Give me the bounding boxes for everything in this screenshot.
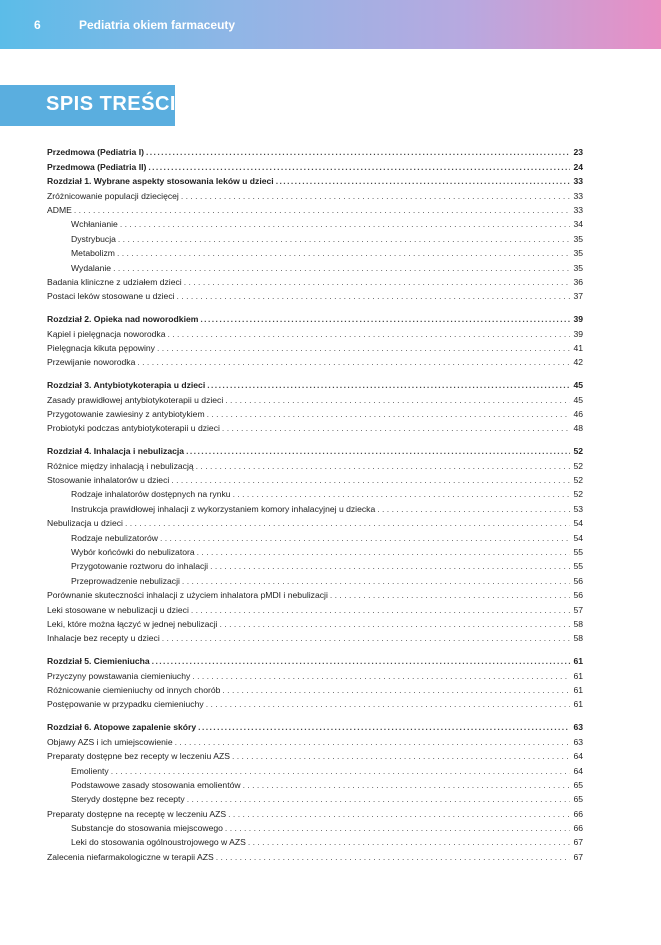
- toc-entry-label: Przedmowa (Pediatria II): [47, 161, 147, 172]
- toc-entry-page: 45: [573, 380, 583, 391]
- toc-subsection-entry[interactable]: [47, 544, 583, 558]
- section-gap: [47, 302, 583, 311]
- toc-entry-page: 67: [573, 837, 583, 848]
- toc-dot-leader: [228, 809, 570, 820]
- toc-section-entry[interactable]: [47, 391, 583, 405]
- toc-dot-leader: [233, 489, 571, 500]
- toc-entry-label: Metabolizm: [71, 248, 115, 259]
- toc-entry-page: 64: [573, 765, 583, 776]
- toc-section-entry[interactable]: [47, 696, 583, 710]
- toc-section-entry[interactable]: [47, 805, 583, 819]
- toc-subsection-entry[interactable]: [47, 500, 583, 514]
- toc-dot-leader: [248, 837, 571, 848]
- toc-entry-label: Preparaty dostępne bez recepty w leczeniu AZS: [47, 751, 230, 762]
- toc-section-entry[interactable]: [47, 288, 583, 302]
- toc-subsection-entry[interactable]: [47, 572, 583, 586]
- toc-section-entry[interactable]: [47, 682, 583, 696]
- toc-entry-label: Zróżnicowanie populacji dziecięcej: [47, 190, 179, 201]
- toc-heading: SPIS TREŚCI: [46, 93, 176, 115]
- toc-entry-label: Preparaty dostępne na receptę w leczeniu AZS: [47, 808, 227, 819]
- toc-section-entry[interactable]: [47, 187, 583, 201]
- toc-entry-label: Różnice między inhalacją i nebulizacją: [47, 460, 194, 471]
- toc-dot-leader: [330, 590, 571, 601]
- toc-entry-label: Rozdział 6. Atopowe zapalenie skóry: [47, 722, 197, 733]
- toc-chapter-entry[interactable]: [47, 158, 583, 172]
- toc-entry-page: 63: [573, 736, 583, 747]
- toc-entry-page: 55: [573, 547, 583, 558]
- toc-dot-leader: [184, 277, 571, 288]
- toc-dot-leader: [192, 671, 570, 682]
- toc-entry-page: 35: [573, 233, 583, 244]
- toc-entry-label: Przewijanie noworodka: [47, 357, 136, 368]
- toc-entry-label: Pielęgnacja kikuta pępowiny: [47, 342, 155, 353]
- table-of-contents: [47, 144, 583, 863]
- toc-chapter-entry[interactable]: [47, 377, 583, 391]
- toc-entry-page: 66: [573, 808, 583, 819]
- section-gap: [47, 368, 583, 377]
- toc-entry-label: Rozdział 2. Opieka nad noworodkiem: [47, 314, 199, 325]
- toc-entry-page: 33: [573, 204, 583, 215]
- toc-dot-leader: [152, 656, 571, 667]
- toc-subsection-entry[interactable]: [47, 486, 583, 500]
- toc-dot-leader: [222, 423, 571, 434]
- toc-subsection-entry[interactable]: [47, 245, 583, 259]
- toc-entry-label: Rodzaje nebulizatorów: [71, 532, 158, 543]
- toc-chapter-entry[interactable]: [47, 443, 583, 457]
- toc-dot-leader: [74, 205, 571, 216]
- toc-dot-leader: [148, 162, 570, 173]
- toc-entry-page: 65: [573, 794, 583, 805]
- toc-entry-label: Postępowanie w przypadku ciemieniuchy: [47, 699, 204, 710]
- toc-dot-leader: [216, 852, 571, 863]
- toc-dot-leader: [210, 561, 570, 572]
- toc-entry-label: Leki stosowane w nebulizacji u dzieci: [47, 604, 189, 615]
- toc-dot-leader: [146, 147, 570, 158]
- toc-entry-label: Rozdział 4. Inhalacja i nebulizacja: [47, 446, 185, 457]
- toc-dot-leader: [276, 176, 571, 187]
- toc-entry-page: 55: [573, 561, 583, 572]
- toc-chapter-entry[interactable]: [47, 719, 583, 733]
- toc-entry-label: Wchłanianie: [71, 219, 118, 230]
- toc-entry-page: 58: [573, 633, 583, 644]
- toc-chapter-entry[interactable]: [47, 173, 583, 187]
- toc-section-entry[interactable]: [47, 848, 583, 862]
- toc-entry-label: Wybór końcówki do nebulizatora: [71, 547, 195, 558]
- toc-dot-leader: [186, 446, 570, 457]
- toc-dot-leader: [197, 547, 571, 558]
- toc-entry-page: 65: [573, 779, 583, 790]
- toc-entry-label: Leki do stosowania ogólnoustrojowego w AZS: [71, 837, 246, 848]
- toc-entry-page: 61: [573, 699, 583, 710]
- toc-entry-label: Kąpiel i pielęgnacja noworodka: [47, 328, 166, 339]
- toc-section-entry[interactable]: [47, 601, 583, 615]
- toc-entry-label: Objawy AZS i ich umiejscowienie: [47, 736, 173, 747]
- toc-section-entry[interactable]: [47, 274, 583, 288]
- toc-section-entry[interactable]: [47, 420, 583, 434]
- toc-entry-page: 45: [573, 394, 583, 405]
- toc-entry-label: Podstawowe zasady stosowania emolientów: [71, 779, 241, 790]
- toc-section-entry[interactable]: [47, 587, 583, 601]
- toc-entry-page: 58: [573, 619, 583, 629]
- toc-entry-label: Instrukcja prawidłowej inhalacji z wykorzystaniem komory inhalacyjnej u dziecka: [71, 503, 376, 514]
- toc-dot-leader: [125, 518, 570, 529]
- toc-chapter-entry[interactable]: [47, 653, 583, 667]
- toc-dot-leader: [207, 380, 570, 391]
- toc-entry-page: 35: [573, 262, 583, 273]
- toc-entry-page: 61: [573, 685, 583, 696]
- toc-section-entry[interactable]: [47, 325, 583, 339]
- toc-entry-label: Rozdział 1. Wybrane aspekty stosowania leków u dzieci: [47, 176, 274, 187]
- toc-entry-page: 61: [573, 656, 583, 667]
- toc-entry-label: Rozdział 5. Ciemieniucha: [47, 656, 150, 667]
- toc-entry-page: 34: [573, 219, 583, 230]
- toc-entry-page: 24: [573, 161, 583, 172]
- toc-section-entry[interactable]: [47, 667, 583, 681]
- toc-dot-leader: [177, 291, 571, 302]
- section-gap: [47, 644, 583, 653]
- toc-subsection-entry[interactable]: [47, 230, 583, 244]
- toc-subsection-entry[interactable]: [47, 259, 583, 273]
- toc-entry-label: Dystrybucja: [71, 233, 116, 244]
- toc-entry-page: 39: [573, 328, 583, 339]
- toc-subsection-entry[interactable]: [47, 820, 583, 834]
- toc-entry-page: 42: [573, 357, 583, 368]
- toc-entry-label: Badania kliniczne z udziałem dzieci: [47, 276, 182, 287]
- toc-entry-label: Przygotowanie roztworu do inhalacji: [71, 561, 209, 572]
- toc-dot-leader: [191, 605, 571, 616]
- toc-dot-leader: [171, 475, 570, 486]
- toc-dot-leader: [118, 234, 571, 245]
- toc-entry-page: 54: [573, 532, 583, 543]
- toc-subsection-entry[interactable]: [47, 558, 583, 572]
- toc-entry-label: Wydalanie: [71, 262, 112, 273]
- toc-subsection-entry[interactable]: [47, 216, 583, 230]
- toc-dot-leader: [157, 343, 570, 354]
- toc-entry-label: Zasady prawidłowej antybiotykoterapii u dzieci: [47, 394, 224, 405]
- toc-section-entry[interactable]: [47, 748, 583, 762]
- toc-section-entry[interactable]: [47, 630, 583, 644]
- toc-entry-page: 52: [573, 489, 583, 500]
- running-title: Pediatria okiem farmaceuty: [79, 18, 236, 32]
- toc-dot-leader: [120, 219, 571, 230]
- toc-entry-page: 54: [573, 518, 583, 529]
- toc-subsection-entry[interactable]: [47, 834, 583, 848]
- toc-section-entry[interactable]: [47, 472, 583, 486]
- toc-entry-page: 37: [573, 291, 583, 302]
- toc-dot-leader: [162, 633, 571, 644]
- toc-dot-leader: [377, 504, 570, 515]
- toc-entry-label: Sterydy dostępne bez recepty: [71, 794, 185, 805]
- toc-dot-leader: [181, 191, 571, 202]
- toc-dot-leader: [160, 533, 570, 544]
- toc-subsection-entry[interactable]: [47, 529, 583, 543]
- toc-entry-page: 35: [573, 248, 583, 259]
- toc-entry-page: 33: [573, 176, 583, 187]
- toc-section-entry[interactable]: [47, 340, 583, 354]
- page-number: 6: [34, 18, 41, 32]
- toc-dot-leader: [137, 357, 570, 368]
- toc-dot-leader: [243, 780, 571, 791]
- toc-dot-leader: [175, 737, 571, 748]
- toc-entry-page: 39: [573, 314, 583, 325]
- toc-entry-page: 33: [573, 190, 583, 201]
- toc-entry-label: Postaci leków stosowane u dzieci: [47, 291, 175, 302]
- toc-chapter-entry[interactable]: [47, 144, 583, 158]
- toc-entry-page: 61: [573, 670, 583, 681]
- toc-entry-page: 57: [573, 604, 583, 615]
- toc-section-entry[interactable]: [47, 457, 583, 471]
- toc-dot-leader: [117, 248, 570, 259]
- toc-entry-label: Substancje do stosowania miejscowego: [71, 823, 223, 834]
- toc-dot-leader: [182, 576, 571, 587]
- toc-dot-leader: [196, 461, 571, 472]
- toc-entry-page: 56: [573, 575, 583, 586]
- toc-section-entry[interactable]: [47, 354, 583, 368]
- toc-entry-page: 36: [573, 276, 583, 287]
- toc-entry-label: Porównanie skuteczności inhalacji z użyciem inhalatora pMDI i nebulizacji: [47, 590, 328, 601]
- toc-dot-leader: [111, 766, 571, 777]
- toc-entry-page: 63: [573, 722, 583, 733]
- toc-entry-page: 56: [573, 590, 583, 601]
- toc-entry-label: Stosowanie inhalatorów u dzieci: [47, 475, 170, 486]
- toc-subsection-entry[interactable]: [47, 762, 583, 776]
- toc-dot-leader: [113, 263, 570, 274]
- toc-entry-label: Przygotowanie zawiesiny z antybiotykiem: [47, 409, 205, 420]
- section-gap: [47, 710, 583, 719]
- toc-entry-page: 66: [573, 823, 583, 834]
- toc-subsection-entry[interactable]: [47, 791, 583, 805]
- toc-dot-leader: [207, 409, 571, 420]
- toc-entry-label: Leki, które można łączyć w jednej nebulizacji: [47, 619, 218, 629]
- toc-entry-page: 41: [573, 342, 583, 353]
- toc-entry-label: Przyczyny powstawania ciemieniuchy: [47, 670, 191, 681]
- toc-section-entry[interactable]: [47, 515, 583, 529]
- toc-chapter-entry[interactable]: [47, 311, 583, 325]
- toc-dot-leader: [232, 751, 570, 762]
- toc-dot-leader: [220, 619, 571, 630]
- toc-dot-leader: [222, 685, 570, 696]
- toc-entry-label: Emolienty: [71, 765, 109, 776]
- toc-subsection-entry[interactable]: [47, 777, 583, 791]
- toc-entry-label: Zalecenia niefarmakologiczne w terapii AZS: [47, 851, 214, 862]
- toc-entry-label: Rozdział 3. Antybiotykoterapia u dzieci: [47, 380, 206, 391]
- toc-entry-page: 48: [573, 423, 583, 434]
- toc-section-entry[interactable]: [47, 733, 583, 747]
- section-gap: [47, 434, 583, 443]
- toc-entry-label: Różnicowanie ciemieniuchy od innych chorób: [47, 685, 221, 696]
- toc-dot-leader: [225, 823, 571, 834]
- page-header-bar: [0, 0, 661, 49]
- toc-dot-leader: [206, 699, 571, 710]
- toc-entry-page: 67: [573, 851, 583, 862]
- toc-section-entry[interactable]: [47, 616, 583, 630]
- toc-entry-label: Probiotyki podczas antybiotykoterapii u dzieci: [47, 423, 220, 434]
- toc-entry-page: 53: [573, 503, 583, 514]
- toc-entry-page: 23: [573, 147, 583, 158]
- toc-entry-page: 52: [573, 446, 583, 457]
- toc-entry-page: 52: [573, 460, 583, 471]
- toc-entry-label: Przeprowadzenie nebulizacji: [71, 575, 180, 586]
- toc-entry-page: 46: [573, 409, 583, 420]
- toc-entry-label: Rodzaje inhalatorów dostępnych na rynku: [71, 489, 231, 500]
- toc-dot-leader: [187, 794, 571, 805]
- toc-dot-leader: [198, 722, 570, 733]
- toc-entry-label: Przedmowa (Pediatria I): [47, 147, 144, 158]
- toc-entry-page: 52: [573, 475, 583, 486]
- toc-dot-leader: [200, 314, 570, 325]
- toc-entry-label: ADME: [47, 204, 72, 215]
- toc-dot-leader: [225, 395, 570, 406]
- toc-section-entry[interactable]: [47, 202, 583, 216]
- toc-entry-page: 64: [573, 751, 583, 762]
- toc-section-entry[interactable]: [47, 406, 583, 420]
- toc-entry-label: Nebulizacja u dzieci: [47, 518, 123, 529]
- toc-dot-leader: [167, 329, 570, 340]
- toc-entry-label: Inhalacje bez recepty u dzieci: [47, 633, 160, 644]
